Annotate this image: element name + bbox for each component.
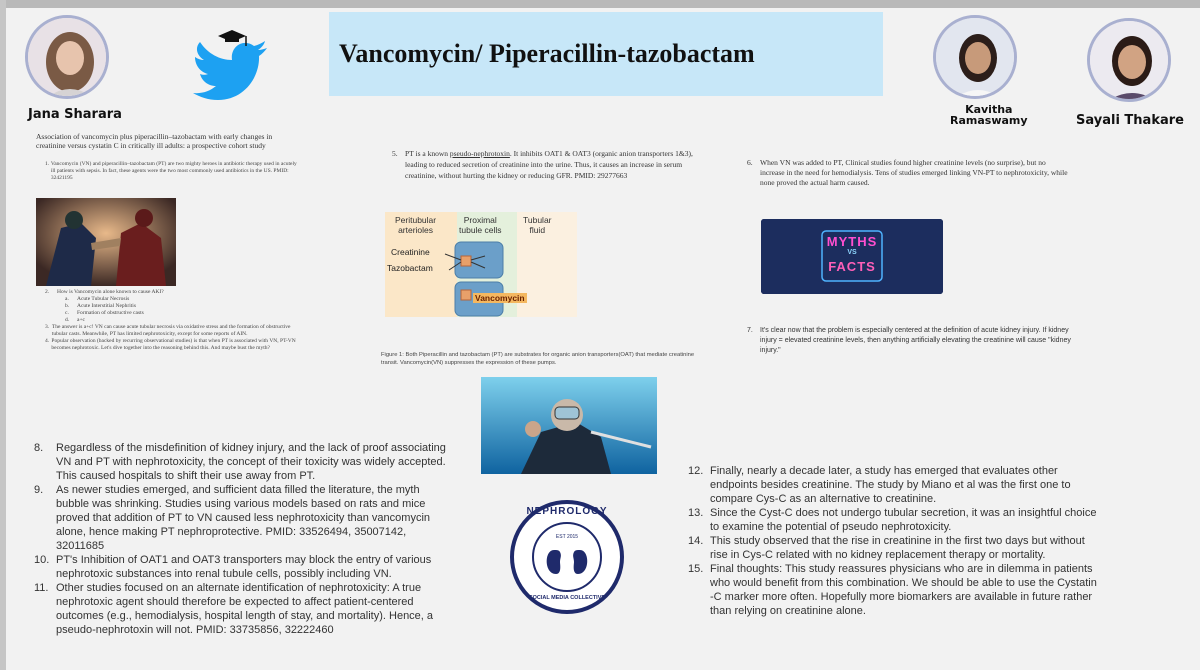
diagram-label-proximal: Proximal tubule cells [459,215,502,235]
avatar-jana [25,15,109,99]
diagram-vancomycin: Vancomycin [475,293,525,303]
heroes-image [36,198,176,286]
top-border [0,0,1200,8]
bottom-right-list [688,464,1100,618]
list-item-8: 8. Regardless of the misdefinition of kidney injury, and the lack of proof associating VN and PT with nephrotoxicity, the concept of their toxicity was widely accepted. This caused hospitals to shift their use away from PT. [34,442,446,482]
diagram-label-peritubular: Peritubular arterioles [395,215,437,235]
twitter-logo-icon [190,24,272,109]
myths-text: MYTHS [826,234,878,249]
list-item-1: 1. Vancomycin (VN) and piperacillin–tazobactam (PT) are two mighty heroes in antibiotic therapy used in acutely ill patients with sepsis. In fact, these agents were the two most commonly used antibiotics in the US. PMID: 32421195 [45,161,297,181]
avatar-sayali [1087,18,1171,102]
facts-text: FACTS [828,259,876,274]
list-item-11: 11. Other studies focused on an alternate identification of nephrotoxicity: A true nephrotoxic agent should therefore be expected to affect patient-centered outcomes (e.g., hemodialysis, hospital length of stay, and mortality). Hence, a pseudo-nephrotoxin will not. PMID: 33735856, 32222460 [34,582,434,636]
diagram-creatinine: Creatinine [391,247,430,257]
author-sayali: Sayali Thakare [1076,113,1184,128]
logo-est-text: EST 2015 [555,534,579,540]
list-item-7: 7. It's clear now that the problem is especially centered at the definition of acute kidney injury. If kidney injury = elevated creatinine levels, then anything artificially elevating the creatinine will cause "kidney injury." [747,327,1071,354]
diagram-label-tubular: Tubular fluid [523,215,552,235]
vs-text: VS [847,249,857,256]
list-item-6: 6. When VN was added to PT, Clinical studies found higher creatinine levels (no surprise), but no increase in the need for hemodialysis. Tens of studies emerged linking VN-PT to nephrotoxicity, while none proved the actual harm caused. [747,158,1068,187]
nephrology-logo [510,500,624,614]
list-item-5: 5. PT is a known pseudo-nephrotoxin. It inhibits OAT1 & OAT3 (organic anion transporters 1&3), leading to reduced secretion of creatinine into the urine. Thus, it causes an increase in serum creatinine, without hurting the kidney or reducing GFR. PMID: 29277663 [392,149,693,180]
avatar-kavitha [933,15,1017,99]
diagram-tazobactam: Tazobactam [387,263,433,273]
list-item-2: 2. How is Vancomycin alone known to cause AKI? a. Acute Tubular Necrosis b. Acute Interstitial Nephritis c. Formation of obstructive casts d. a+c 3. The answer is a+c! VN can cause acute tubular necrosis via oxidative stress and the formation of obstructive tubular casts. Meanwhile, PT has limited nephrotoxicity, except for some reports of AIN. 4. Popular observation (backed by recurring observational studies) is that when PT is associated with VN, PT-VN becomes nephrotoxic. Let's dive together into the reasoning behind this. And maybe bust the myth? [45,289,296,351]
left-border [0,0,6,670]
author-kavitha: Kavitha Ramaswamy [950,103,1028,127]
study-heading: Association of vancomycin plus piperacillin–tazobactam with early changes in creatinine versus cystatin C in critically ill adults: a prospective cohort study [36,132,273,150]
list-item-12: 12. Finally, nearly a decade later, a study has emerged that evaluates other endpoints besides creatinine. The study by Miano et al was the first one to compare Cys-C as an alternative to creatinine. [688,465,1071,505]
diver-image [481,377,657,474]
logo-bottom-text: SOCIAL MEDIA COLLECTIVE [528,595,606,601]
myths-facts-image [761,219,943,294]
list-item-14: 14. This study observed that the rise in creatinine in the first two days but without rise in Cys-C related with no kidney replacement therapy or mortality. [688,535,1085,561]
page-title: Vancomycin/ Piperacillin-tazobactam [339,39,755,68]
oat-diagram [385,212,577,317]
list-item-9: 9. As newer studies emerged, and sufficient data filled the literature, the myth bubble was shrinking. Studies using various models based on rats and mice proved that addition of PT to VN caused less nephrotoxicity than vancomycin alone, hence making PT nephroprotective. PMID: 33526494, 35007142, 32011685 [34,484,431,552]
title-banner [329,12,883,96]
bottom-left-list [34,441,454,637]
figure-caption: Figure 1: Both Piperacillin and tazobactam (PT) are substrates for organic anion transporters(OAT) that mediate creatinine transit. Vancomycin(VN) suppresses the expression of these pumps. [381,352,695,366]
list-item-15: 15. Final thoughts: This study reassures physicians who are in dilemma in patients who would benefit from this combination. We should be able to use the Cystatin -C marker more often. Hopefully more biomarkers are available in future rather than relying on creatinine alone. [688,563,1097,617]
list-item-10: 10. PT's Inhibition of OAT1 and OAT3 transporters may block the entry of various nephrotoxic substances into renal tubule cells, possibly including VN. [34,554,432,580]
list-item-13: 13. Since the Cyst-C does not undergo tubular secretion, it was an insightful choice to examine the potential of pseudo nephrotoxicity. [688,507,1097,533]
logo-top-text: NEPHROLOGY [526,506,608,517]
author-jana: Jana Sharara [28,107,122,122]
